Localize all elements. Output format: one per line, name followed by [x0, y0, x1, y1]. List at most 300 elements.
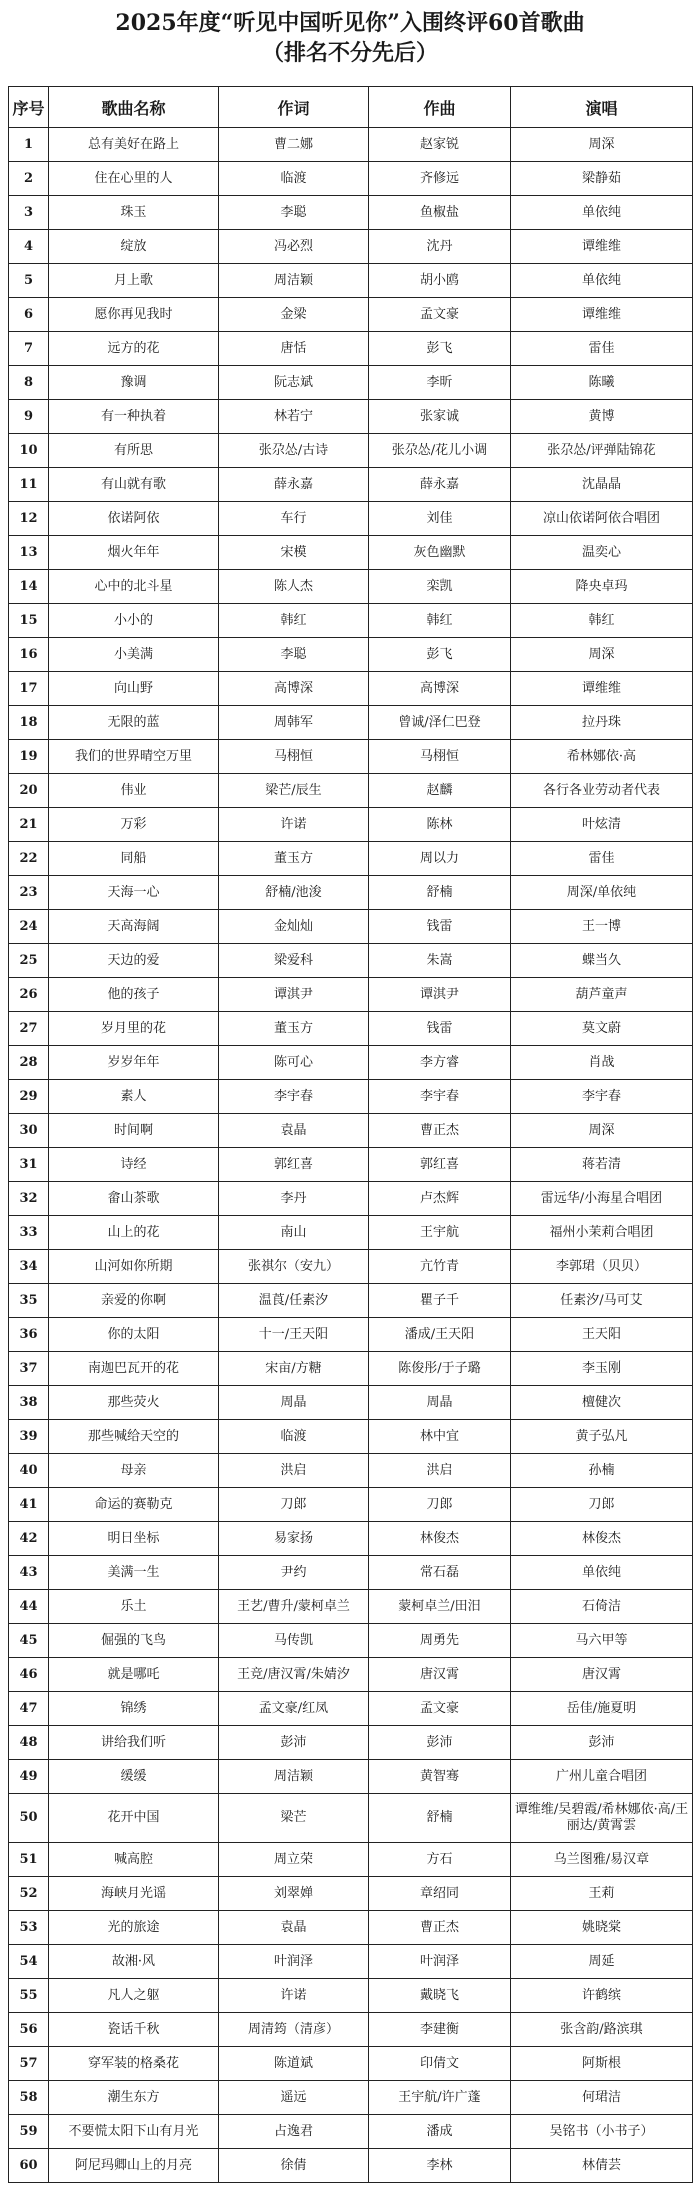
- cell-number: 55: [9, 1979, 49, 2013]
- cell-number: 36: [9, 1318, 49, 1352]
- cell-song-name: 海峡月光谣: [49, 1877, 219, 1911]
- cell-number: 54: [9, 1945, 49, 1979]
- cell-lyricist: 马传凯: [219, 1624, 369, 1658]
- cell-lyricist: 董玉方: [219, 842, 369, 876]
- cell-singer: 周深: [511, 128, 693, 162]
- cell-lyricist: 金梁: [219, 298, 369, 332]
- cell-lyricist: 孟文豪/红凤: [219, 1692, 369, 1726]
- table-row: [9, 1726, 693, 1760]
- cell-lyricist: 占逸君: [219, 2115, 369, 2149]
- cell-number: 39: [9, 1420, 49, 1454]
- cell-composer: 刘佳: [369, 502, 511, 536]
- cell-number: 18: [9, 706, 49, 740]
- cell-singer: 谭维维/吴碧霞/希林娜依·高/王丽达/黄霄雲: [511, 1794, 693, 1843]
- cell-composer: 曹正杰: [369, 1114, 511, 1148]
- cell-singer: 彭沛: [511, 1726, 693, 1760]
- cell-composer: 潘成/王天阳: [369, 1318, 511, 1352]
- cell-composer: 叶润泽: [369, 1945, 511, 1979]
- cell-number: 56: [9, 2013, 49, 2047]
- table-row: [9, 1658, 693, 1692]
- cell-lyricist: 临渡: [219, 162, 369, 196]
- cell-composer: 卢杰辉: [369, 1182, 511, 1216]
- table-row: [9, 298, 693, 332]
- title-line-2: （排名不分先后）: [261, 40, 438, 66]
- cell-lyricist: 尹约: [219, 1556, 369, 1590]
- cell-singer: 石倚洁: [511, 1590, 693, 1624]
- cell-singer: 单依纯: [511, 196, 693, 230]
- cell-singer: 凉山依诺阿依合唱团: [511, 502, 693, 536]
- cell-number: 17: [9, 672, 49, 706]
- table-row: [9, 672, 693, 706]
- cell-song-name: 故湘·风: [49, 1945, 219, 1979]
- cell-song-name: 岁月里的花: [49, 1012, 219, 1046]
- cell-composer: 常石磊: [369, 1556, 511, 1590]
- cell-singer: 蝶当久: [511, 944, 693, 978]
- cell-song-name: 住在心里的人: [49, 162, 219, 196]
- table-row: [9, 2149, 693, 2183]
- cell-lyricist: 周清筠（清彦）: [219, 2013, 369, 2047]
- cell-number: 59: [9, 2115, 49, 2149]
- cell-song-name: 依诺阿依: [49, 502, 219, 536]
- cell-singer: 降央卓玛: [511, 570, 693, 604]
- cell-singer: 王一博: [511, 910, 693, 944]
- table-row: [9, 1979, 693, 2013]
- cell-composer: 周勇先: [369, 1624, 511, 1658]
- table-row: [9, 502, 693, 536]
- cell-composer: 张尕怂/花儿小调: [369, 434, 511, 468]
- cell-composer: 彭沛: [369, 1726, 511, 1760]
- cell-lyricist: 唐恬: [219, 332, 369, 366]
- cell-singer: 林俊杰: [511, 1522, 693, 1556]
- cell-song-name: 有山就有歌: [49, 468, 219, 502]
- cell-lyricist: 许诺: [219, 1979, 369, 2013]
- cell-song-name: 瓷话千秋: [49, 2013, 219, 2047]
- cell-lyricist: 刀郎: [219, 1488, 369, 1522]
- cell-composer: 印倩文: [369, 2047, 511, 2081]
- cell-lyricist: 周洁颖: [219, 1760, 369, 1794]
- cell-song-name: 远方的花: [49, 332, 219, 366]
- cell-song-name: 我们的世界晴空万里: [49, 740, 219, 774]
- table-row: [9, 1182, 693, 1216]
- cell-song-name: 有一种执着: [49, 400, 219, 434]
- cell-singer: 周深: [511, 1114, 693, 1148]
- cell-singer: 姚晓棠: [511, 1911, 693, 1945]
- cell-lyricist: 王竞/唐汉霄/朱婧汐: [219, 1658, 369, 1692]
- table-row: [9, 774, 693, 808]
- table-row: [9, 332, 693, 366]
- cell-song-name: 天高海阔: [49, 910, 219, 944]
- cell-song-name: 豫调: [49, 366, 219, 400]
- cell-lyricist: 冯必烈: [219, 230, 369, 264]
- cell-singer: 马六甲等: [511, 1624, 693, 1658]
- cell-lyricist: 南山: [219, 1216, 369, 1250]
- cell-composer: 彭飞: [369, 332, 511, 366]
- cell-singer: 王天阳: [511, 1318, 693, 1352]
- cell-song-name: 同船: [49, 842, 219, 876]
- cell-composer: 王宇航: [369, 1216, 511, 1250]
- table-row: [9, 910, 693, 944]
- cell-lyricist: 李聪: [219, 196, 369, 230]
- cell-song-name: 山上的花: [49, 1216, 219, 1250]
- cell-composer: 钱雷: [369, 910, 511, 944]
- table-row: [9, 2081, 693, 2115]
- table-row: [9, 1522, 693, 1556]
- cell-lyricist: 周立荣: [219, 1843, 369, 1877]
- cell-number: 26: [9, 978, 49, 1012]
- cell-lyricist: 易家扬: [219, 1522, 369, 1556]
- cell-song-name: 你的太阳: [49, 1318, 219, 1352]
- cell-composer: 方石: [369, 1843, 511, 1877]
- cell-lyricist: 梁芒/辰生: [219, 774, 369, 808]
- cell-lyricist: 车行: [219, 502, 369, 536]
- cell-song-name: 畲山茶歌: [49, 1182, 219, 1216]
- cell-number: 53: [9, 1911, 49, 1945]
- cell-composer: 王宇航/许广蓬: [369, 2081, 511, 2115]
- cell-number: 44: [9, 1590, 49, 1624]
- cell-singer: 雷佳: [511, 842, 693, 876]
- cell-composer: 赵家锐: [369, 128, 511, 162]
- cell-singer: 雷佳: [511, 332, 693, 366]
- cell-lyricist: 陈道斌: [219, 2047, 369, 2081]
- cell-composer: 唐汉霄: [369, 1658, 511, 1692]
- table-row: [9, 162, 693, 196]
- cell-lyricist: 彭沛: [219, 1726, 369, 1760]
- table-header-row: [9, 87, 693, 128]
- header-composer: 作曲: [369, 87, 511, 128]
- cell-composer: 舒楠: [369, 1794, 511, 1843]
- cell-composer: 赵麟: [369, 774, 511, 808]
- table-row: [9, 570, 693, 604]
- cell-number: 37: [9, 1352, 49, 1386]
- cell-lyricist: 曹二娜: [219, 128, 369, 162]
- header-singer: 演唱: [511, 87, 693, 128]
- cell-composer: 周以力: [369, 842, 511, 876]
- cell-number: 7: [9, 332, 49, 366]
- cell-lyricist: 袁晶: [219, 1114, 369, 1148]
- cell-number: 24: [9, 910, 49, 944]
- cell-singer: 韩红: [511, 604, 693, 638]
- table-row: [9, 638, 693, 672]
- cell-lyricist: 许诺: [219, 808, 369, 842]
- cell-singer: 李玉刚: [511, 1352, 693, 1386]
- cell-singer: 黄子弘凡: [511, 1420, 693, 1454]
- cell-composer: 孟文豪: [369, 1692, 511, 1726]
- cell-singer: 刀郎: [511, 1488, 693, 1522]
- cell-song-name: 缓缓: [49, 1760, 219, 1794]
- cell-singer: 黄博: [511, 400, 693, 434]
- cell-song-name: 愿你再见我时: [49, 298, 219, 332]
- table-row: [9, 1692, 693, 1726]
- cell-singer: 阿斯根: [511, 2047, 693, 2081]
- cell-singer: 任素汐/马可艾: [511, 1284, 693, 1318]
- cell-composer: 曹正杰: [369, 1911, 511, 1945]
- cell-number: 42: [9, 1522, 49, 1556]
- table-row: [9, 1794, 693, 1843]
- table-row: [9, 1386, 693, 1420]
- table-row: [9, 1590, 693, 1624]
- cell-composer: 李昕: [369, 366, 511, 400]
- cell-number: 47: [9, 1692, 49, 1726]
- cell-lyricist: 洪启: [219, 1454, 369, 1488]
- cell-song-name: 诗经: [49, 1148, 219, 1182]
- cell-number: 60: [9, 2149, 49, 2183]
- cell-singer: 沈晶晶: [511, 468, 693, 502]
- cell-singer: 谭维维: [511, 298, 693, 332]
- cell-number: 49: [9, 1760, 49, 1794]
- cell-number: 52: [9, 1877, 49, 1911]
- cell-composer: 陈俊彤/于子璐: [369, 1352, 511, 1386]
- cell-number: 9: [9, 400, 49, 434]
- table-row: [9, 1877, 693, 1911]
- cell-lyricist: 叶润泽: [219, 1945, 369, 1979]
- cell-number: 58: [9, 2081, 49, 2115]
- cell-song-name: 天海一心: [49, 876, 219, 910]
- cell-song-name: 时间啊: [49, 1114, 219, 1148]
- cell-singer: 拉丹珠: [511, 706, 693, 740]
- table-row: [9, 978, 693, 1012]
- cell-composer: 章绍同: [369, 1877, 511, 1911]
- cell-song-name: 美满一生: [49, 1556, 219, 1590]
- table-row: [9, 876, 693, 910]
- cell-song-name: 阿尼玛卿山上的月亮: [49, 2149, 219, 2183]
- cell-number: 40: [9, 1454, 49, 1488]
- cell-singer: 梁静茹: [511, 162, 693, 196]
- table-row: [9, 1114, 693, 1148]
- cell-lyricist: 舒楠/池浚: [219, 876, 369, 910]
- cell-song-name: 无限的蓝: [49, 706, 219, 740]
- cell-singer: 周深/单依纯: [511, 876, 693, 910]
- cell-lyricist: 王艺/曹升/蒙柯卓兰: [219, 1590, 369, 1624]
- cell-song-name: 喊高腔: [49, 1843, 219, 1877]
- cell-lyricist: 周洁颖: [219, 264, 369, 298]
- cell-lyricist: 临渡: [219, 1420, 369, 1454]
- cell-song-name: 向山野: [49, 672, 219, 706]
- cell-number: 15: [9, 604, 49, 638]
- cell-composer: 陈林: [369, 808, 511, 842]
- table-body: [9, 128, 693, 2183]
- table-row: [9, 706, 693, 740]
- cell-singer: 孙楠: [511, 1454, 693, 1488]
- table-row: [9, 1046, 693, 1080]
- cell-composer: 灰色幽默: [369, 536, 511, 570]
- cell-song-name: 南迦巴瓦开的花: [49, 1352, 219, 1386]
- cell-number: 51: [9, 1843, 49, 1877]
- cell-lyricist: 遥远: [219, 2081, 369, 2115]
- cell-singer: 李郭珺（贝贝）: [511, 1250, 693, 1284]
- table-row: [9, 740, 693, 774]
- cell-composer: 李建衡: [369, 2013, 511, 2047]
- cell-composer: 黄智骞: [369, 1760, 511, 1794]
- table-row: [9, 1148, 693, 1182]
- cell-singer: 张含韵/路滨琪: [511, 2013, 693, 2047]
- cell-lyricist: 徐倩: [219, 2149, 369, 2183]
- cell-song-name: 凡人之躯: [49, 1979, 219, 2013]
- cell-lyricist: 宋模: [219, 536, 369, 570]
- cell-song-name: 珠玉: [49, 196, 219, 230]
- cell-number: 16: [9, 638, 49, 672]
- cell-composer: 刀郎: [369, 1488, 511, 1522]
- cell-number: 31: [9, 1148, 49, 1182]
- cell-composer: 张家诚: [369, 400, 511, 434]
- cell-composer: 李宇春: [369, 1080, 511, 1114]
- table-row: [9, 400, 693, 434]
- cell-composer: 瞿子千: [369, 1284, 511, 1318]
- table-row: [9, 264, 693, 298]
- cell-composer: 郭红喜: [369, 1148, 511, 1182]
- table-row: [9, 944, 693, 978]
- table-row: [9, 536, 693, 570]
- cell-number: 32: [9, 1182, 49, 1216]
- cell-singer: 叶炫清: [511, 808, 693, 842]
- table-row: [9, 1911, 693, 1945]
- cell-song-name: 伟业: [49, 774, 219, 808]
- cell-singer: 温奕心: [511, 536, 693, 570]
- cell-singer: 雷远华/小海星合唱团: [511, 1182, 693, 1216]
- cell-song-name: 他的孩子: [49, 978, 219, 1012]
- document-title: [0, 0, 700, 74]
- cell-lyricist: 温莨/任素汐: [219, 1284, 369, 1318]
- cell-composer: 亢竹青: [369, 1250, 511, 1284]
- cell-singer: 檀健次: [511, 1386, 693, 1420]
- cell-number: 14: [9, 570, 49, 604]
- cell-number: 50: [9, 1794, 49, 1843]
- table-row: [9, 1945, 693, 1979]
- cell-composer: 戴晓飞: [369, 1979, 511, 2013]
- cell-song-name: 乐土: [49, 1590, 219, 1624]
- table-row: [9, 196, 693, 230]
- cell-number: 3: [9, 196, 49, 230]
- cell-lyricist: 周晶: [219, 1386, 369, 1420]
- cell-composer: 彭飞: [369, 638, 511, 672]
- cell-composer: 林中宜: [369, 1420, 511, 1454]
- table-row: [9, 1556, 693, 1590]
- cell-composer: 胡小鸥: [369, 264, 511, 298]
- cell-singer: 单依纯: [511, 264, 693, 298]
- table-row: [9, 808, 693, 842]
- table-row: [9, 1250, 693, 1284]
- cell-lyricist: 陈可心: [219, 1046, 369, 1080]
- cell-lyricist: 阮志斌: [219, 366, 369, 400]
- cell-composer: 曾诚/泽仁巴登: [369, 706, 511, 740]
- cell-number: 8: [9, 366, 49, 400]
- cell-lyricist: 张祺尔（安九）: [219, 1250, 369, 1284]
- cell-singer: 广州儿童合唱团: [511, 1760, 693, 1794]
- cell-number: 13: [9, 536, 49, 570]
- cell-number: 12: [9, 502, 49, 536]
- cell-number: 30: [9, 1114, 49, 1148]
- table-row: [9, 1216, 693, 1250]
- cell-composer: 朱嵩: [369, 944, 511, 978]
- cell-singer: 蒋若清: [511, 1148, 693, 1182]
- cell-composer: 谭淇尹: [369, 978, 511, 1012]
- cell-singer: 希林娜依·高: [511, 740, 693, 774]
- table-row: [9, 1624, 693, 1658]
- table-row: [9, 2047, 693, 2081]
- cell-composer: 洪启: [369, 1454, 511, 1488]
- songs-table: [8, 86, 693, 2183]
- cell-lyricist: 李宇春: [219, 1080, 369, 1114]
- cell-lyricist: 马栩恒: [219, 740, 369, 774]
- cell-song-name: 讲给我们听: [49, 1726, 219, 1760]
- cell-song-name: 潮生东方: [49, 2081, 219, 2115]
- cell-number: 45: [9, 1624, 49, 1658]
- cell-singer: 福州小茉莉合唱团: [511, 1216, 693, 1250]
- cell-composer: 孟文豪: [369, 298, 511, 332]
- cell-singer: 许鹤缤: [511, 1979, 693, 2013]
- cell-lyricist: 袁晶: [219, 1911, 369, 1945]
- cell-singer: 林倩芸: [511, 2149, 693, 2183]
- cell-composer: 薛永嘉: [369, 468, 511, 502]
- cell-song-name: 素人: [49, 1080, 219, 1114]
- header-song-name: 歌曲名称: [49, 87, 219, 128]
- header-lyricist: 作词: [219, 87, 369, 128]
- cell-composer: 马栩恒: [369, 740, 511, 774]
- cell-lyricist: 张尕怂/古诗: [219, 434, 369, 468]
- cell-lyricist: 金灿灿: [219, 910, 369, 944]
- cell-composer: 栾凯: [369, 570, 511, 604]
- table-row: [9, 128, 693, 162]
- cell-song-name: 亲爱的你啊: [49, 1284, 219, 1318]
- cell-song-name: 总有美好在路上: [49, 128, 219, 162]
- table-row: [9, 842, 693, 876]
- cell-singer: 周延: [511, 1945, 693, 1979]
- cell-song-name: 有所思: [49, 434, 219, 468]
- cell-composer: 鱼椒盐: [369, 196, 511, 230]
- cell-number: 41: [9, 1488, 49, 1522]
- cell-song-name: 那些喊给天空的: [49, 1420, 219, 1454]
- cell-song-name: 明日坐标: [49, 1522, 219, 1556]
- cell-number: 29: [9, 1080, 49, 1114]
- cell-composer: 潘成: [369, 2115, 511, 2149]
- table-row: [9, 1352, 693, 1386]
- cell-song-name: 不要慌太阳下山有月光: [49, 2115, 219, 2149]
- cell-composer: 钱雷: [369, 1012, 511, 1046]
- title-line-1: 2025年度“听见中国听见你”入围终评60首歌曲: [115, 10, 585, 36]
- cell-song-name: 锦绣: [49, 1692, 219, 1726]
- table-row: [9, 468, 693, 502]
- cell-singer: 各行各业劳动者代表: [511, 774, 693, 808]
- cell-composer: 蒙柯卓兰/田汨: [369, 1590, 511, 1624]
- cell-number: 1: [9, 128, 49, 162]
- cell-number: 57: [9, 2047, 49, 2081]
- cell-singer: 单依纯: [511, 1556, 693, 1590]
- cell-lyricist: 刘翠婵: [219, 1877, 369, 1911]
- cell-number: 19: [9, 740, 49, 774]
- cell-singer: 何珺洁: [511, 2081, 693, 2115]
- cell-singer: 吴铭书（小书子）: [511, 2115, 693, 2149]
- cell-number: 21: [9, 808, 49, 842]
- cell-singer: 乌兰图雅/易汉章: [511, 1843, 693, 1877]
- cell-number: 43: [9, 1556, 49, 1590]
- cell-lyricist: 周韩军: [219, 706, 369, 740]
- table-row: [9, 1318, 693, 1352]
- cell-lyricist: 高博深: [219, 672, 369, 706]
- cell-lyricist: 谭淇尹: [219, 978, 369, 1012]
- cell-number: 35: [9, 1284, 49, 1318]
- cell-lyricist: 韩红: [219, 604, 369, 638]
- table-row: [9, 1488, 693, 1522]
- cell-song-name: 心中的北斗星: [49, 570, 219, 604]
- cell-composer: 高博深: [369, 672, 511, 706]
- cell-lyricist: 宋亩/方糖: [219, 1352, 369, 1386]
- table-row: [9, 1080, 693, 1114]
- cell-number: 33: [9, 1216, 49, 1250]
- cell-lyricist: 梁爱科: [219, 944, 369, 978]
- cell-lyricist: 陈人杰: [219, 570, 369, 604]
- cell-song-name: 岁岁年年: [49, 1046, 219, 1080]
- header-number: 序号: [9, 87, 49, 128]
- cell-singer: 王莉: [511, 1877, 693, 1911]
